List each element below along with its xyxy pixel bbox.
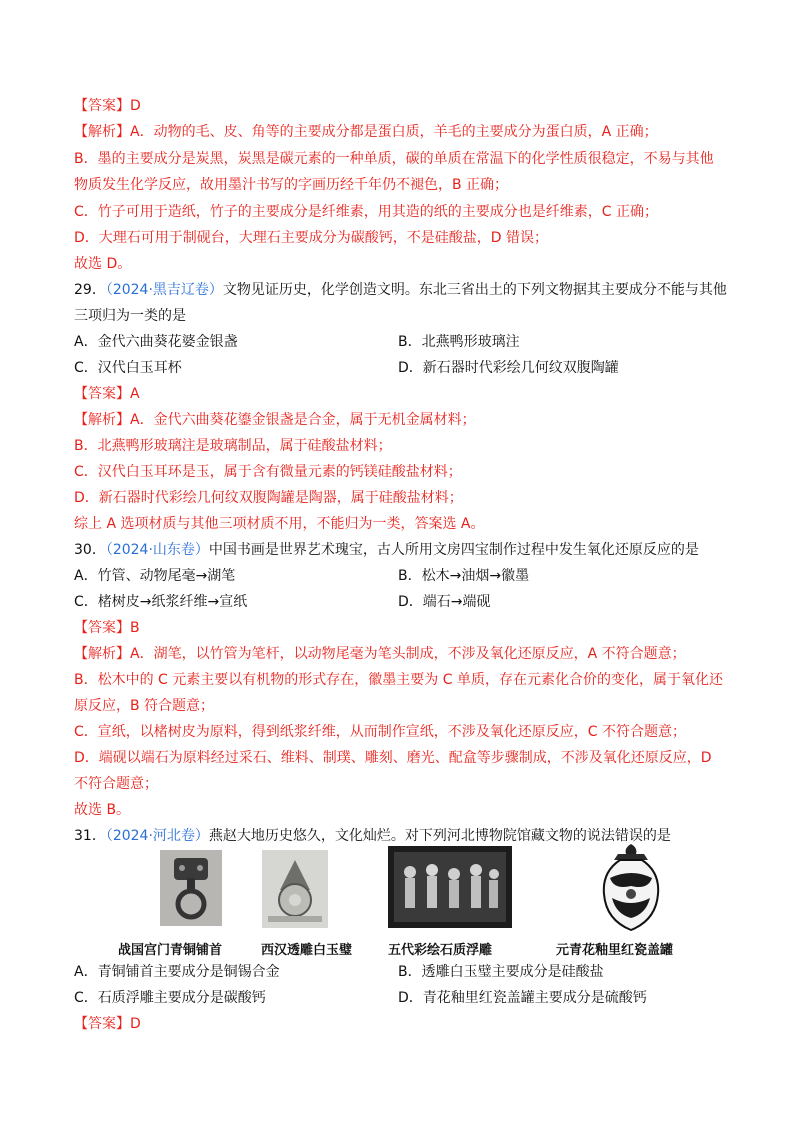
option-a: A．金代六曲葵花婆金银盏: [74, 334, 238, 350]
analysis-line: C．汉代白玉耳环是玉，属于含有微量元素的钙镁硅酸盐材料；: [74, 464, 462, 480]
analysis-line: D．新石器时代彩绘几何纹双腹陶罐是陶器，属于硅酸盐材料；: [74, 490, 463, 506]
analysis-line: B．松木中的 C 元素主要以有机物的形式存在，徽墨主要为 C 单质，存在元素化合价的变化，属于氧化还: [74, 672, 723, 688]
answer-line: 【答案】B: [74, 620, 140, 636]
analysis-line: B．墨的主要成分是炭黑，炭黑是碳元素的一种单质，碳的单质在常温下的化学性质很稳定，不易与其他: [74, 151, 714, 167]
analysis-line: 不符合题意；: [74, 776, 158, 792]
image-caption: 战国宫门青铜铺首: [118, 943, 223, 958]
analysis-line: 【解析】A．湖笔，以竹管为笔杆，以动物尾毫为笔头制成，不涉及氧化还原反应，A 不符合题意；: [74, 646, 686, 662]
analysis-line: 故选 D。: [74, 256, 132, 272]
image-caption: 西汉透雕白玉璧: [261, 943, 353, 958]
analysis-line: 【解析】A．金代六曲葵花鎏金银盏是合金，属于无机金属材料；: [74, 412, 476, 428]
image-caption: 元青花釉里红瓷盖罐: [556, 943, 674, 958]
analysis-line: 【解析】A．动物的毛、皮、角等的主要成分都是蛋白质，羊毛的主要成分为蛋白质，A 正确；: [74, 124, 658, 140]
option-c: C．汉代白玉耳杯: [74, 360, 182, 376]
option-a: A．青铜铺首主要成分是铜锡合金: [74, 964, 280, 980]
option-d: D．青花釉里红瓷盖罐主要成分是硫酸钙: [398, 990, 647, 1006]
analysis-line: 故选 B。: [74, 802, 131, 818]
analysis-line: D．端砚以端石为原料经过采石、维料、制璞、雕刻、磨光、配盒等步骤制成，不涉及氧化还原反应，D: [74, 750, 712, 766]
option-a: A．竹管、动物尾毫→湖笔: [74, 568, 236, 584]
analysis-line: 物质发生化学反应，故用墨汁书写的字画历经千年仍不褪色，B 正确；: [74, 177, 509, 193]
analysis-line: B．北燕鸭形玻璃注是玻璃制品，属于硅酸盐材料；: [74, 438, 392, 454]
bronze-knocker-image: [160, 850, 222, 926]
option-d: D．新石器时代彩绘几何纹双腹陶罐: [398, 360, 619, 376]
analysis-line: 综上 A 选项材质与其他三项材质不用，不能归为一类，答案选 A。: [74, 516, 485, 532]
porcelain-jar-image: [596, 842, 666, 934]
stone-relief-image: [388, 846, 512, 928]
analysis-line: C．宣纸，以楮树皮为原料，得到纸浆纤维，从而制作宣纸，不涉及氧化还原反应，C 不符合题意；: [74, 724, 686, 740]
question-source: （2024·河北卷）: [105, 828, 209, 844]
question-source: （2024·山东卷）: [105, 542, 209, 558]
jade-bi-disc-image: [262, 850, 328, 928]
question-29-stem: 29．（2024·黑吉辽卷）文物见证历史，化学创造文明。东北三省出土的下列文物据其主要成分不能与其他: [74, 282, 727, 298]
option-d: D．端石→端砚: [398, 594, 491, 610]
question-source: （2024·黑吉辽卷）: [105, 282, 223, 298]
option-c: C．楮树皮→纸浆纤维→宣纸: [74, 594, 248, 610]
answer-line: 【答案】A: [74, 386, 140, 402]
question-31-stem: 31．（2024·河北卷）燕赵大地历史悠久，文化灿烂。对下列河北博物院馆藏文物的说法错误的是: [74, 828, 671, 844]
answer-line: 【答案】D: [74, 98, 141, 114]
answer-line: 【答案】D: [74, 1016, 141, 1032]
analysis-line: 原反应，B 符合题意；: [74, 698, 215, 714]
analysis-line: C．竹子可用于造纸，竹子的主要成分是纤维素，用其造的纸的主要成分也是纤维素，C 正确；: [74, 204, 658, 220]
image-caption: 五代彩绘石质浮雕: [388, 943, 493, 958]
option-c: C．石质浮雕主要成分是碳酸钙: [74, 990, 266, 1006]
question-29-stem: 三项归为一类的是: [74, 308, 186, 324]
option-b: B．北燕鸭形玻璃注: [398, 334, 520, 350]
question-30-stem: 30．（2024·山东卷）中国书画是世界艺术瑰宝，古人所用文房四宝制作过程中发生氧化还原反应的是: [74, 542, 699, 558]
analysis-line: D．大理石可用于制砚台，大理石主要成分为碳酸钙，不是硅酸盐，D 错误；: [74, 230, 549, 246]
option-b: B．透雕白玉璧主要成分是硅酸盐: [398, 964, 604, 980]
option-b: B．松木→油烟→徽墨: [398, 568, 530, 584]
